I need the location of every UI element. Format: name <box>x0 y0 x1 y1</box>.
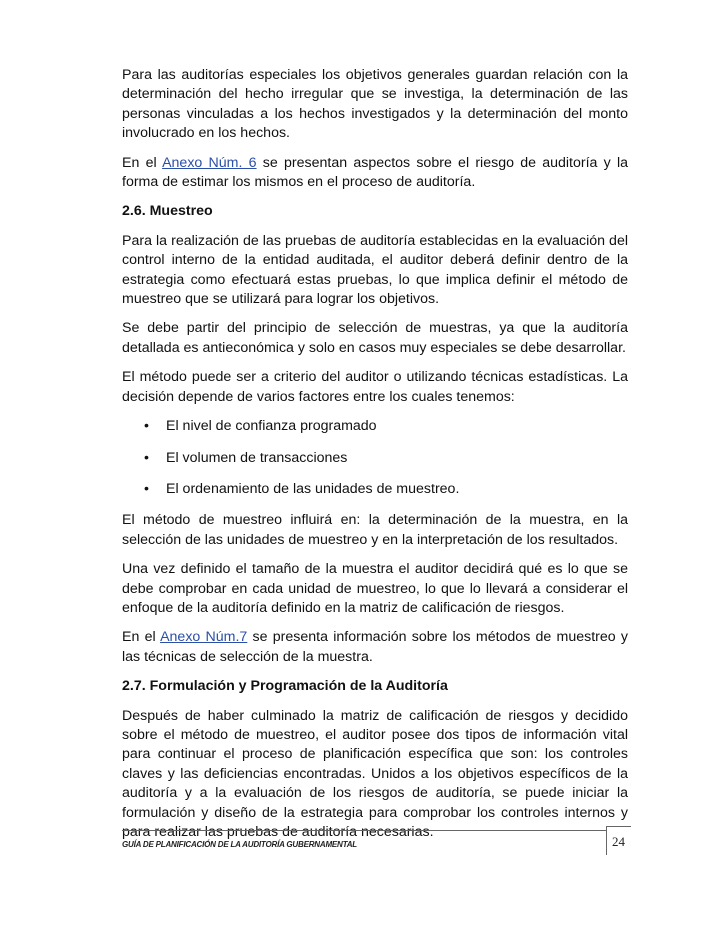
footer-divider <box>122 830 606 831</box>
paragraph-8-pre: En el <box>122 629 161 646</box>
page-content <box>122 66 628 852</box>
paragraph-7: Una vez definido el tamaño de la muestra el auditor decidirá qué es lo que se debe comprobar en cada unidad de muestreo, lo que lo llevará a considerar el enfoque de la auditoría definido en la matriz de calificación de riesgos. <box>122 561 628 616</box>
paragraph-6: El método de muestreo influirá en: la determinación de la muestra, en la selección de las unidades de muestreo y en la interpretación de los resultados. <box>122 512 628 548</box>
list-item-text: El ordenamiento de las unidades de muestreo. <box>166 480 460 497</box>
bullet-icon: • <box>144 418 149 435</box>
list-item <box>122 449 628 468</box>
list-item <box>122 417 628 436</box>
paragraph-9: Después de haber culminado la matriz de calificación de riesgos y decidido sobre el método de muestreo, el auditor posee dos tipos de información vital para continuar el proceso de planificación específica que son: los controles claves y las deficiencias encontradas. Unidos a los objetivos específicos de la auditoría y a la evaluación de los riesgos de auditoría, se puede iniciar la formulación y diseño de la estrategia para comprobar los controles internos y para realizar las pruebas de auditoría necesarias. <box>122 707 628 840</box>
link-anexo-6[interactable]: Anexo Núm. 6 <box>162 154 257 171</box>
list-item <box>122 480 628 499</box>
list-item-text: El nivel de confianza programado <box>166 418 377 435</box>
list-item-text: El volumen de transacciones <box>166 449 348 466</box>
paragraph-5: El método puede ser a criterio del auditor o utilizando técnicas estadísticas. La decisión depende de varios factores entre los cuales tenemos: <box>122 369 628 405</box>
factor-list <box>122 417 628 499</box>
paragraph-2-pre: En el <box>122 154 163 171</box>
paragraph-1: Para las auditorías especiales los objetivos generales guardan relación con la determinación del hecho irregular que se investiga, la determinación de las personas vinculadas a los hechos investigados y la determinación del monto involucrado en los hechos. <box>122 67 628 142</box>
paragraph-8 <box>122 628 628 667</box>
paragraph-4: Se debe partir del principio de selección de muestras, ya que la auditoría detallada es antieconómica y solo en casos muy especiales se debe desarrollar. <box>122 320 628 356</box>
footer-title: GUÍA DE PLANIFICACIÓN DE LA AUDITORÍA GUBERNAMENTAL <box>122 840 357 849</box>
paragraph-2-post: se presentan aspectos sobre el riesgo de auditoría y la forma de estimar los mismos en el proceso de auditoría. <box>122 154 629 191</box>
bullet-icon: • <box>144 449 149 466</box>
bullet-icon: • <box>144 480 149 497</box>
page-number: 24 <box>612 834 625 849</box>
paragraph-2 <box>122 154 628 193</box>
paragraph-8-post: se presenta información sobre los métodos de muestreo y las técnicas de selección de la muestra. <box>122 629 628 665</box>
heading-2-6: 2.6. Muestreo <box>122 203 213 220</box>
heading-2-7: 2.7. Formulación y Programación de la Auditoría <box>122 678 448 695</box>
paragraph-3: Para la realización de las pruebas de auditoría establecidas en la evaluación del control interno de la entidad auditada, el auditor deberá definir dentro de la estrategia como efectuará estas pruebas, lo que implica definir el método de muestreo que se utilizará para lograr los objetivos. <box>122 232 628 308</box>
link-anexo-7[interactable]: Anexo Núm.7 <box>160 629 248 646</box>
